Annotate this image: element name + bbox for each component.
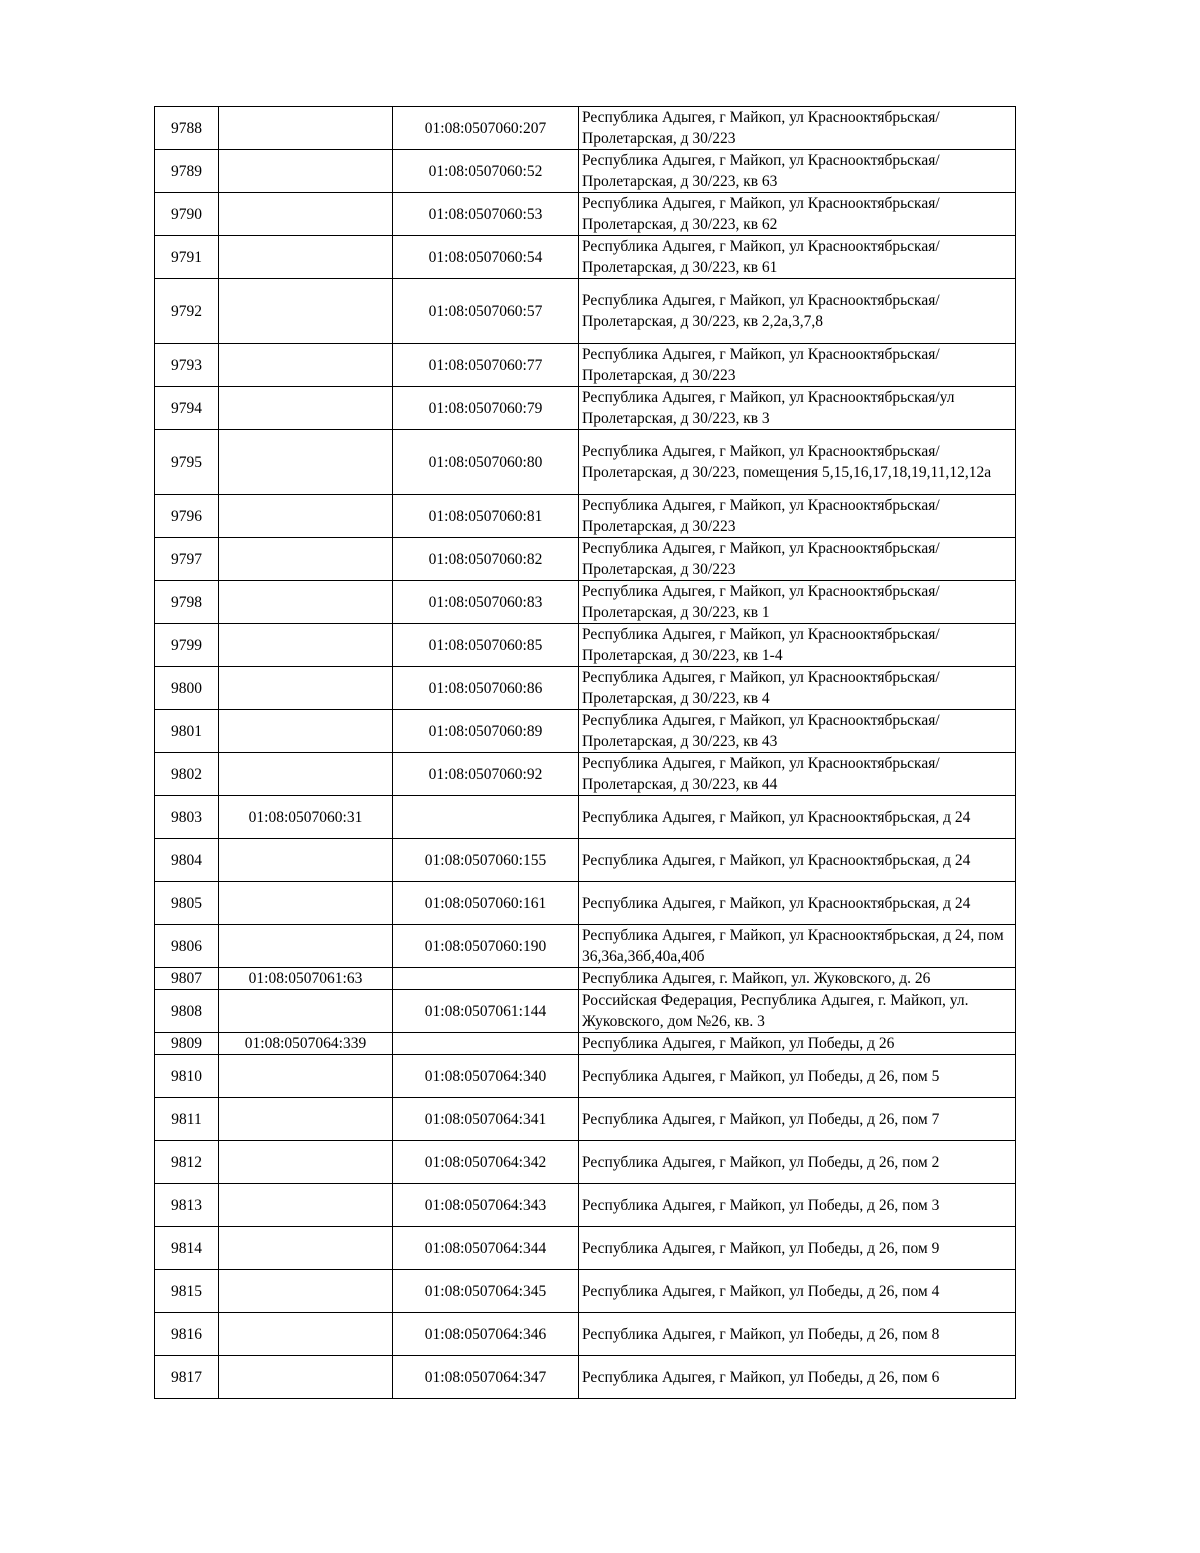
address-cell: Республика Адыгея, г Майкоп, ул Краснооктябрьская, д 24, пом 36,36а,36б,40а,40б [579,925,1016,968]
parcel-cadastral-number [219,387,393,430]
table-row [155,882,1016,925]
object-cadastral-number: 01:08:0507064:344 [393,1227,579,1270]
object-cadastral-number: 01:08:0507064:341 [393,1098,579,1141]
object-cadastral-number: 01:08:0507060:57 [393,279,579,344]
address-cell: Республика Адыгея, г Майкоп, ул Победы, д 26, пом 6 [579,1356,1016,1399]
address-cell: Республика Адыгея, г Майкоп, ул Победы, д 26, пом 4 [579,1270,1016,1313]
parcel-cadastral-number [219,1313,393,1356]
parcel-cadastral-number [219,1227,393,1270]
object-cadastral-number: 01:08:0507060:52 [393,150,579,193]
parcel-cadastral-number: 01:08:0507064:339 [219,1033,393,1055]
address-cell: Республика Адыгея, г Майкоп, ул Краснооктябрьская/Пролетарская, д 30/223 [579,344,1016,387]
parcel-cadastral-number [219,1055,393,1098]
object-cadastral-number: 01:08:0507060:77 [393,344,579,387]
address-cell: Республика Адыгея, г Майкоп, ул Краснооктябрьская/Пролетарская, д 30/223, кв 62 [579,193,1016,236]
object-cadastral-number: 01:08:0507060:80 [393,430,579,495]
object-cadastral-number: 01:08:0507064:345 [393,1270,579,1313]
address-cell: Республика Адыгея, г Майкоп, ул Краснооктябрьская/Пролетарская, д 30/223, кв 1 [579,581,1016,624]
row-number: 9800 [155,667,219,710]
table-row [155,710,1016,753]
address-cell: Республика Адыгея, г Майкоп, ул Краснооктябрьская/Пролетарская, д 30/223, помещения 5,15,16,17,18,19,11,12,12а [579,430,1016,495]
table-row [155,279,1016,344]
address-cell: Республика Адыгея, г Майкоп, ул Краснооктябрьская/Пролетарская, д 30/223 [579,538,1016,581]
row-number: 9798 [155,581,219,624]
table-row [155,236,1016,279]
table-row [155,1227,1016,1270]
address-cell: Республика Адыгея, г Майкоп, ул Краснооктябрьская, д 24 [579,882,1016,925]
row-number: 9792 [155,279,219,344]
table-row [155,1055,1016,1098]
address-cell: Республика Адыгея, г Майкоп, ул Краснооктябрьская/Пролетарская, д 30/223, кв 61 [579,236,1016,279]
object-cadastral-number: 01:08:0507060:82 [393,538,579,581]
row-number: 9805 [155,882,219,925]
address-cell: Республика Адыгея, г Майкоп, ул Победы, д 26, пом 2 [579,1141,1016,1184]
object-cadastral-number: 01:08:0507060:54 [393,236,579,279]
parcel-cadastral-number [219,925,393,968]
parcel-cadastral-number [219,430,393,495]
table-row [155,387,1016,430]
row-number: 9791 [155,236,219,279]
object-cadastral-number: 01:08:0507064:340 [393,1055,579,1098]
address-cell: Республика Адыгея, г Майкоп, ул Краснооктябрьская, д 24 [579,796,1016,839]
object-cadastral-number: 01:08:0507060:161 [393,882,579,925]
row-number: 9811 [155,1098,219,1141]
row-number: 9788 [155,107,219,150]
object-cadastral-number: 01:08:0507061:144 [393,990,579,1033]
table-row [155,538,1016,581]
address-cell: Республика Адыгея, г Майкоп, ул Победы, д 26 [579,1033,1016,1055]
address-cell: Республика Адыгея, г Майкоп, ул Победы, д 26, пом 3 [579,1184,1016,1227]
object-cadastral-number: 01:08:0507060:53 [393,193,579,236]
row-number: 9803 [155,796,219,839]
table-row [155,667,1016,710]
row-number: 9790 [155,193,219,236]
object-cadastral-number: 01:08:0507060:86 [393,667,579,710]
table-row [155,753,1016,796]
object-cadastral-number: 01:08:0507064:346 [393,1313,579,1356]
row-number: 9807 [155,968,219,990]
table-row [155,581,1016,624]
object-cadastral-number: 01:08:0507060:85 [393,624,579,667]
parcel-cadastral-number: 01:08:0507061:63 [219,968,393,990]
parcel-cadastral-number [219,107,393,150]
address-cell: Республика Адыгея, г Майкоп, ул Краснооктябрьская, д 24 [579,839,1016,882]
row-number: 9794 [155,387,219,430]
object-cadastral-number [393,1033,579,1055]
table-row [155,1313,1016,1356]
object-cadastral-number: 01:08:0507060:81 [393,495,579,538]
parcel-cadastral-number [219,882,393,925]
object-cadastral-number: 01:08:0507064:347 [393,1356,579,1399]
row-number: 9795 [155,430,219,495]
object-cadastral-number: 01:08:0507060:207 [393,107,579,150]
table-row [155,107,1016,150]
parcel-cadastral-number [219,1141,393,1184]
table-row [155,1098,1016,1141]
table-row [155,796,1016,839]
parcel-cadastral-number [219,710,393,753]
table-row [155,624,1016,667]
table-row [155,495,1016,538]
row-number: 9812 [155,1141,219,1184]
address-cell: Республика Адыгея, г Майкоп, ул Краснооктябрьская/Пролетарская, д 30/223, кв 44 [579,753,1016,796]
table-row [155,1270,1016,1313]
address-cell: Российская Федерация, Республика Адыгея, г. Майкоп, ул. Жуковского, дом №26, кв. 3 [579,990,1016,1033]
object-cadastral-number [393,796,579,839]
parcel-cadastral-number [219,236,393,279]
address-cell: Республика Адыгея, г Майкоп, ул Краснооктябрьская/Пролетарская, д 30/223, кв 1-4 [579,624,1016,667]
address-cell: Республика Адыгея, г Майкоп, ул Краснооктябрьская/Пролетарская, д 30/223, кв 4 [579,667,1016,710]
address-cell: Республика Адыгея, г Майкоп, ул Краснооктябрьская/Пролетарская, д 30/223, кв 2,2а,3,7,8 [579,279,1016,344]
row-number: 9814 [155,1227,219,1270]
address-cell: Республика Адыгея, г Майкоп, ул Победы, д 26, пом 5 [579,1055,1016,1098]
address-cell: Республика Адыгея, г Майкоп, ул Победы, д 26, пом 7 [579,1098,1016,1141]
address-cell: Республика Адыгея, г Майкоп, ул Победы, д 26, пом 9 [579,1227,1016,1270]
row-number: 9817 [155,1356,219,1399]
table-row [155,430,1016,495]
address-cell: Республика Адыгея, г Майкоп, ул Краснооктябрьская/Пролетарская, д 30/223 [579,107,1016,150]
parcel-cadastral-number [219,581,393,624]
row-number: 9789 [155,150,219,193]
parcel-cadastral-number [219,344,393,387]
row-number: 9806 [155,925,219,968]
address-cell: Республика Адыгея, г Майкоп, ул Краснооктябрьская/Пролетарская, д 30/223, кв 63 [579,150,1016,193]
object-cadastral-number: 01:08:0507060:190 [393,925,579,968]
table-row [155,925,1016,968]
address-cell: Республика Адыгея, г Майкоп, ул Краснооктябрьская/ул Пролетарская, д 30/223, кв 3 [579,387,1016,430]
table-row [155,990,1016,1033]
address-cell: Республика Адыгея, г. Майкоп, ул. Жуковского, д. 26 [579,968,1016,990]
object-cadastral-number: 01:08:0507060:83 [393,581,579,624]
parcel-cadastral-number [219,495,393,538]
row-number: 9801 [155,710,219,753]
table-row [155,1356,1016,1399]
parcel-cadastral-number [219,667,393,710]
row-number: 9808 [155,990,219,1033]
row-number: 9799 [155,624,219,667]
table-row [155,1141,1016,1184]
row-number: 9815 [155,1270,219,1313]
parcel-cadastral-number [219,753,393,796]
parcel-cadastral-number [219,1270,393,1313]
table-row [155,968,1016,990]
parcel-cadastral-number [219,1098,393,1141]
address-cell: Республика Адыгея, г Майкоп, ул Краснооктябрьская/Пролетарская, д 30/223 [579,495,1016,538]
object-cadastral-number [393,968,579,990]
row-number: 9816 [155,1313,219,1356]
table-body [155,107,1016,1399]
parcel-cadastral-number [219,624,393,667]
object-cadastral-number: 01:08:0507060:92 [393,753,579,796]
parcel-cadastral-number [219,193,393,236]
parcel-cadastral-number [219,279,393,344]
object-cadastral-number: 01:08:0507060:89 [393,710,579,753]
row-number: 9796 [155,495,219,538]
row-number: 9809 [155,1033,219,1055]
table-row [155,344,1016,387]
table-row [155,150,1016,193]
object-cadastral-number: 01:08:0507060:155 [393,839,579,882]
object-cadastral-number: 01:08:0507064:342 [393,1141,579,1184]
parcel-cadastral-number [219,1184,393,1227]
row-number: 9793 [155,344,219,387]
address-cell: Республика Адыгея, г Майкоп, ул Краснооктябрьская/Пролетарская, д 30/223, кв 43 [579,710,1016,753]
row-number: 9797 [155,538,219,581]
address-cell: Республика Адыгея, г Майкоп, ул Победы, д 26, пом 8 [579,1313,1016,1356]
row-number: 9810 [155,1055,219,1098]
parcel-cadastral-number [219,839,393,882]
table-row [155,1184,1016,1227]
row-number: 9802 [155,753,219,796]
row-number: 9813 [155,1184,219,1227]
table-row [155,1033,1016,1055]
parcel-cadastral-number: 01:08:0507060:31 [219,796,393,839]
parcel-cadastral-number [219,538,393,581]
table-row [155,839,1016,882]
parcel-cadastral-number [219,990,393,1033]
parcel-cadastral-number [219,1356,393,1399]
cadastral-table [154,106,1016,1399]
object-cadastral-number: 01:08:0507064:343 [393,1184,579,1227]
table-row [155,193,1016,236]
parcel-cadastral-number [219,150,393,193]
object-cadastral-number: 01:08:0507060:79 [393,387,579,430]
row-number: 9804 [155,839,219,882]
